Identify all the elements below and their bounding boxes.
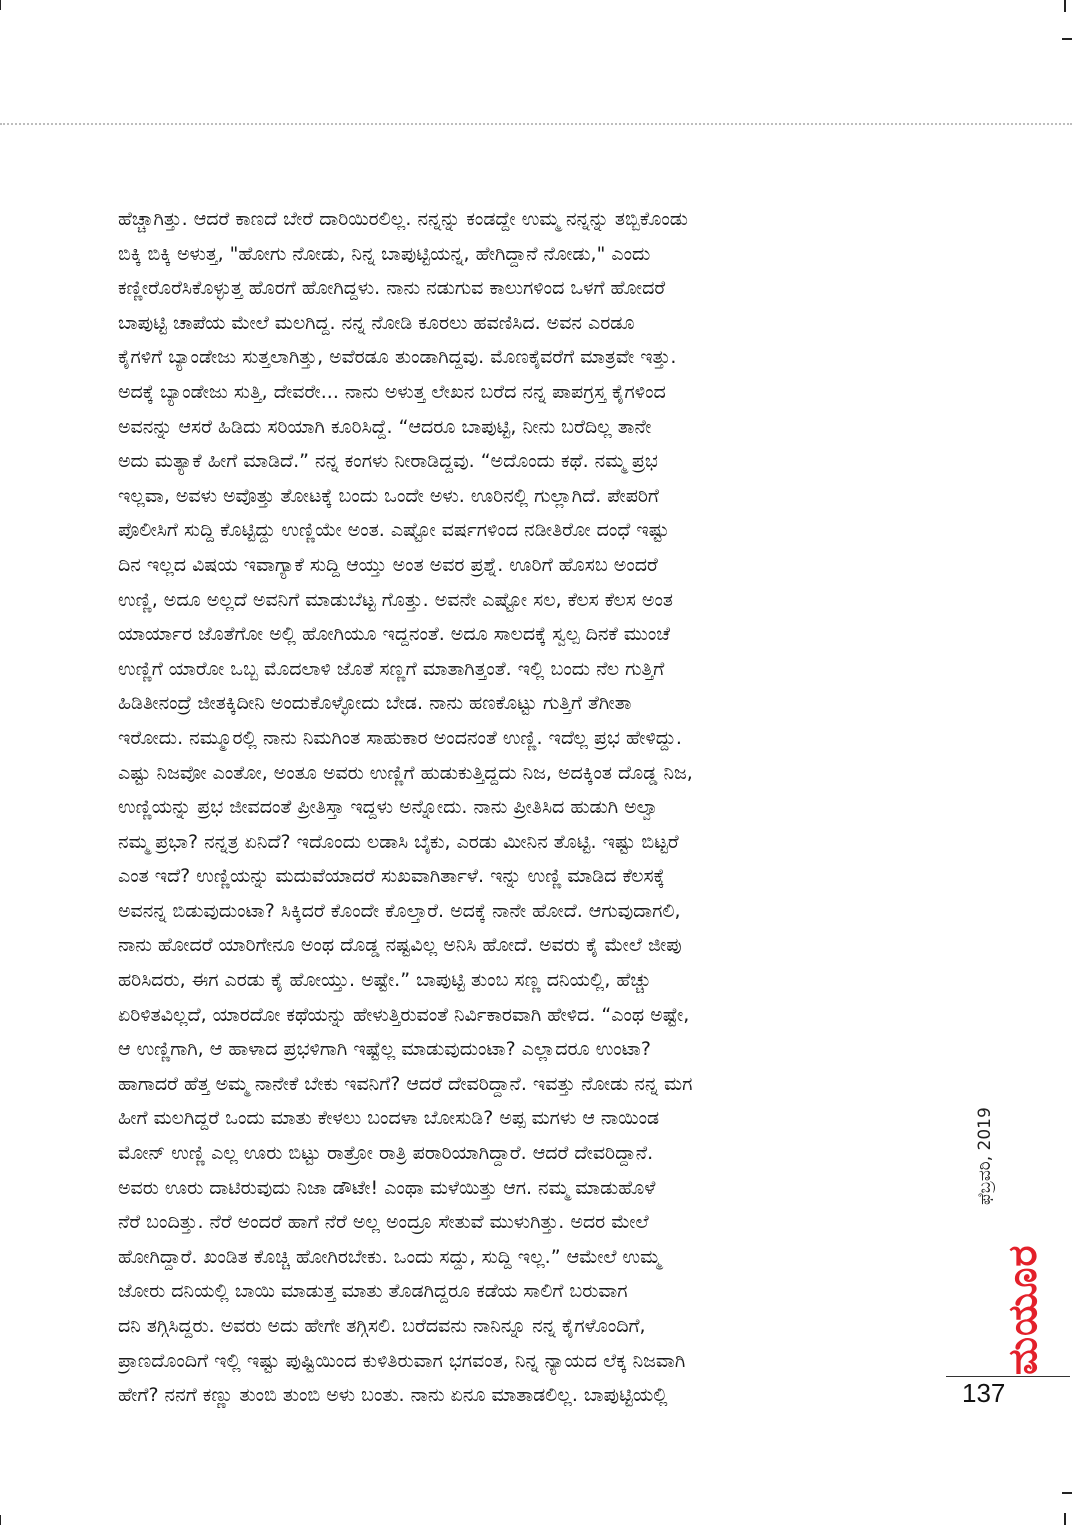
body-line: ನಮ್ಮ ಪ್ರಭಾ? ನನ್ನತ್ರ ಏನಿದೆ? ಇದೊಂದು ಲಡಾಸಿ ಬೈಕು, ಎರಡು ಮೀನಿನ ತೊಟ್ಟಿ. ಇಷ್ಟು ಬಿಟ್ಟರೆ [118,830,679,853]
crop-mark-right-lower [1062,1492,1072,1494]
body-line: ಇರೋದು. ನಮ್ಮೂರಲ್ಲಿ ನಾನು ನಿಮಗಿಂತ ಸಾಹುಕಾರ ಅಂದನಂತೆ ಉಣ್ಣಿ. ಇದೆಲ್ಲ ಪ್ರಭ ಹೇಳಿದ್ದು. [118,726,682,749]
body-line: ಉಣ್ಣಿಯನ್ನು ಪ್ರಭ ಜೀವದಂತೆ ಪ್ರೀತಿಸ್ತಾ ಇದ್ದಳು ಅನ್ನೋದು. ನಾನು ಪ್ರೀತಿಸಿದ ಹುಡುಗಿ ಅಲ್ವಾ [118,796,660,819]
body-line: ಎಷ್ಟು ನಿಜವೋ ಎಂತೋ, ಅಂತೂ ಅವರು ಉಣ್ಣಿಗೆ ಹುಡುಕುತ್ತಿದ್ದದು ನಿಜ, ಅದಕ್ಕಿಂತ ದೊಡ್ಡ ನಿಜ, [118,761,693,784]
body-line: ಹರಿಸಿದರು, ಈಗ ಎರಡು ಕೈ ಹೋಯ್ತು. ಅಷ್ಟೇ.” ಬಾಪುಟ್ಟಿ ತುಂಬ ಸಣ್ಣ ದನಿಯಲ್ಲಿ, ಹೆಚ್ಚು [118,969,652,992]
body-line: ಮೋನ್ ಉಣ್ಣಿ ಎಲ್ಲ ಊರು ಬಿಟ್ಟು ರಾತ್ರೋ ರಾತ್ರಿ ಪರಾರಿಯಾಗಿದ್ದಾರೆ. ಆದರೆ ದೇವರಿದ್ದಾನೆ. [118,1142,654,1165]
body-line: ಅದಕ್ಕೆ ಬ್ಯಾಂಡೇಜು ಸುತ್ತಿ, ದೇವರೇ... ನಾನು ಅಳುತ್ತ ಲೇಖನ ಬರೆದ ನನ್ನ ಪಾಪಗ್ರಸ್ತ ಕೈಗಳಿಂದ [118,380,666,403]
body-line: ಹಿಡಿತೀನಂದ್ರೆ ಜೀತಕ್ಕಿದೀನಿ ಅಂದುಕೊಳ್ಳೋದು ಬೇಡ. ನಾನು ಹಣಕೊಟ್ಟು ಗುತ್ತಿಗೆ ತೆಗೀತಾ [118,692,632,715]
body-line: ಅವನನ್ನ ಬಿಡುವುದುಂಟಾ? ಸಿಕ್ಕಿದರೆ ಕೊಂದೇ ಕೊಲ್ತಾರೆ. ಅದಕ್ಕೆ ನಾನೇ ಹೋದೆ. ಆಗುವುದಾಗಲಿ, [118,899,681,922]
body-line: ಯಾರ್ಯಾರ ಜೊತೆಗೋ ಅಲ್ಲಿ ಹೋಗಿಯೂ ಇದ್ದನಂತೆ. ಅದೂ ಸಾಲದಕ್ಕೆ ಸ್ವಲ್ಪ ದಿನಕೆ ಮುಂಚೆ [118,623,671,646]
body-line: ಜೋರು ದನಿಯಲ್ಲಿ ಬಾಯಿ ಮಾಡುತ್ತ ಮಾತು ತೊಡಗಿದ್ದರೂ ಕಡೆಯ ಸಾಲಿಗೆ ಬರುವಾಗ [118,1280,628,1303]
body-line: ಕೈಗಳಿಗೆ ಬ್ಯಾಂಡೇಜು ಸುತ್ತಲಾಗಿತ್ತು, ಅವೆರಡೂ ತುಂಡಾಗಿದ್ದವು. ಮೊಣಕೈವರೆಗೆ ಮಾತ್ರವೇ ಇತ್ತು. [118,346,677,369]
body-line: ಪೊಲೀಸಿಗೆ ಸುದ್ದಿ ಕೊಟ್ಟಿದ್ದು ಉಣ್ಣಿಯೇ ಅಂತ. ಎಷ್ಟೋ ವರ್ಷಗಳಿಂದ ನಡೀತಿರೋ ದಂಧೆ ಇಷ್ಟು [118,519,670,542]
body-line: ಏರಿಳಿತವಿಲ್ಲದೆ, ಯಾರದೋ ಕಥೆಯನ್ನು ಹೇಳುತ್ತಿರುವಂತೆ ನಿರ್ವಿಕಾರವಾಗಿ ಹೇಳಿದ. “ಎಂಥ ಅಷ್ಟೇ, [118,1003,690,1026]
body-line: ಹಾಗಾದರೆ ಹೆತ್ತ ಅಮ್ಮ ನಾನೇಕೆ ಬೇಕು ಇವನಿಗೆ? ಆದರೆ ದೇವರಿದ್ದಾನೆ. ಇವತ್ತು ನೋಡು ನನ್ನ ಮಗ [118,1072,693,1095]
header-dotted-rule [0,123,1072,125]
body-line: ಬಾಪುಟ್ಟಿ ಚಾಪೆಯ ಮೇಲೆ ಮಲಗಿದ್ದ. ನನ್ನ ನೋಡಿ ಕೂರಲು ಹವಣಿಸಿದ. ಅವನ ಎರಡೂ [118,311,635,334]
body-line: ಇಲ್ಲವಾ, ಅವಳು ಅವೊತ್ತು ತೋಟಕ್ಕೆ ಬಂದು ಒಂದೇ ಅಳು. ಊರಿನಲ್ಲಿ ಗುಲ್ಲಾಗಿದೆ. ಪೇಪರಿಗೆ [118,484,659,507]
crop-mark-top-left [0,0,1,10]
body-line: ಎಂತ ಇದೆ? ಉಣ್ಣಿಯನ್ನು ಮದುವೆಯಾದರೆ ಸುಖವಾಗಿರ್ತಾಳೆ. ಇನ್ನು ಉಣ್ಣಿ ಮಾಡಿದ ಕೆಲಸಕ್ಕೆ [118,865,665,888]
body-line: ಅವರು ಊರು ದಾಟಿರುವುದು ನಿಜಾ ಡೌಟೇ! ಎಂಥಾ ಮಳೆಯಿತ್ತು ಆಗ. ನಮ್ಮ ಮಾಡುಹೊಳೆ [118,1176,656,1199]
article-body [118,202,938,1413]
body-line: ನೆರೆ ಬಂದಿತ್ತು. ನೆರೆ ಅಂದರೆ ಹಾಗೆ ನೆರೆ ಅಲ್ಲ ಅಂದ್ರೂ ಸೇತುವೆ ಮುಳುಗಿತ್ತು. ಅದರ ಮೇಲೆ [118,1211,649,1234]
crop-mark-bottom-left [0,1515,1,1525]
body-line: ಉಣ್ಣಿ, ಅದೂ ಅಲ್ಲದೆ ಅವನಿಗೆ ಮಾಡುಬೆಟ್ಟ ಗೊತ್ತು. ಅವನೇ ಎಷ್ಟೋ ಸಲ, ಕೆಲಸ ಕೆಲಸ ಅಂತ [118,588,673,611]
body-line: ನಾನು ಹೋದರೆ ಯಾರಿಗೇನೂ ಅಂಥ ದೊಡ್ಡ ನಷ್ಟವಿಲ್ಲ ಅನಿಸಿ ಹೋದೆ. ಅವರು ಕೈ ಮೇಲೆ ಜೀಪು [118,934,682,957]
page-number: 137 [962,1378,1006,1408]
body-line: ಹೀಗೆ ಮಲಗಿದ್ದರೆ ಒಂದು ಮಾತು ಕೇಳಲು ಬಂದಳಾ ಬೋಸುಡಿ? ಅಪ್ಪ ಮಗಳು ಆ ನಾಯಿಂಡ [118,1107,660,1130]
body-line: ದಿನ ಇಲ್ಲದ ವಿಷಯ ಇವಾಗ್ಯಾಕೆ ಸುದ್ದಿ ಆಯ್ತು ಅಂತ ಅವರ ಪ್ರಶ್ನೆ. ಊರಿಗೆ ಹೊಸಬ ಅಂದರೆ [118,553,658,576]
magazine-logo: ಮಯೂರ [1000,1244,1046,1375]
body-line: ಅವನನ್ನು ಆಸರೆ ಹಿಡಿದು ಸರಿಯಾಗಿ ಕೂರಿಸಿದ್ದೆ. “ಆದರೂ ಬಾಪುಟ್ಟಿ, ನೀನು ಬರೆದಿಲ್ಲ ತಾನೇ [118,415,652,438]
body-line: ಆ ಉಣ್ಣಿಗಾಗಿ, ಆ ಹಾಳಾದ ಪ್ರಭಳಿಗಾಗಿ ಇಷ್ಟೆಲ್ಲ ಮಾಡುವುದುಂಟಾ? ಎಲ್ಲಾದರೂ ಉಂಟಾ? [118,1038,651,1061]
body-line: ಪ್ರಾಣದೊಂದಿಗೆ ಇಲ್ಲಿ ಇಷ್ಟು ಪುಷ್ಟಿಯಿಂದ ಕುಳಿತಿರುವಾಗ ಭಗವಂತ, ನಿನ್ನ ನ್ಯಾಯದ ಲೆಕ್ಕ ನಿಜವಾಗಿ [118,1349,686,1372]
crop-mark-top-right [1064,0,1066,12]
body-line: ಬಿಕ್ಕಿ ಬಿಕ್ಕಿ ಅಳುತ್ತ, "ಹೋಗು ನೋಡು, ನಿನ್ನ ಬಾಪುಟ್ಟಿಯನ್ನ, ಹೇಗಿದ್ದಾನೆ ನೋಡು," ಎಂದು [118,242,651,265]
body-line: ದನಿ ತಗ್ಗಿಸಿದ್ದರು. ಅವರು ಅದು ಹೇಗೇ ತಗ್ಗಿಸಲಿ. ಬರೆದವನು ನಾನಿನ್ನೂ ನನ್ನ ಕೈಗಳೊಂದಿಗೆ, [118,1315,646,1337]
crop-mark-bottom-right [1064,1513,1066,1525]
body-line: ಉಣ್ಣಿಗೆ ಯಾರೋ ಒಬ್ಬ ಮೊದಲಾಳಿ ಜೊತೆ ಸಣ್ಣಗೆ ಮಾತಾಗಿತ್ತಂತೆ. ಇಲ್ಲಿ ಬಂದು ನೆಲ ಗುತ್ತಿಗೆ [118,657,665,680]
body-line: ಹೋಗಿದ್ದಾರೆ. ಖಂಡಿತ ಕೊಚ್ಚಿ ಹೋಗಿರಬೇಕು. ಒಂದು ಸದ್ದು, ಸುದ್ದಿ ಇಲ್ಲ.” ಆಮೇಲೆ ಉಮ್ಮ [118,1245,661,1268]
body-line: ಕಣ್ಣೀರೊರೆಸಿಕೊಳ್ಳುತ್ತ ಹೊರಗೆ ಹೋಗಿದ್ದಳು. ನಾನು ನಡುಗುವ ಕಾಲುಗಳಿಂದ ಒಳಗೆ ಹೋದರೆ [118,277,666,300]
body-line: ಅದು ಮತ್ಯಾಕೆ ಹೀಗೆ ಮಾಡಿದೆ.” ನನ್ನ ಕಂಗಳು ನೀರಾಡಿದ್ದವು. “ಅದೊಂದು ಕಥೆ. ನಮ್ಮ ಪ್ರಭ [118,450,658,473]
issue-date: ಫೆಬ್ರವರಿ, 2019 [975,1107,995,1205]
page-number-rule [946,1376,1070,1377]
body-line: ಹೆಚ್ಚಾಗಿತ್ತು. ಆದರೆ ಕಾಣದೆ ಬೇರೆ ದಾರಿಯಿರಲಿಲ್ಲ. ನನ್ನನ್ನು ಕಂಡದ್ದೇ ಉಮ್ಮ ನನ್ನನ್ನು ತಬ್ಬಿಕೊಂಡು [118,208,688,230]
crop-mark-right-upper [1062,38,1072,40]
body-line: ಹೇಗೆ? ನನಗೆ ಕಣ್ಣು ತುಂಬಿ ತುಂಬಿ ಅಳು ಬಂತು. ನಾನು ಏನೂ ಮಾತಾಡಲಿಲ್ಲ. ಬಾಪುಟ್ಟಿಯಲ್ಲಿ [118,1384,668,1407]
